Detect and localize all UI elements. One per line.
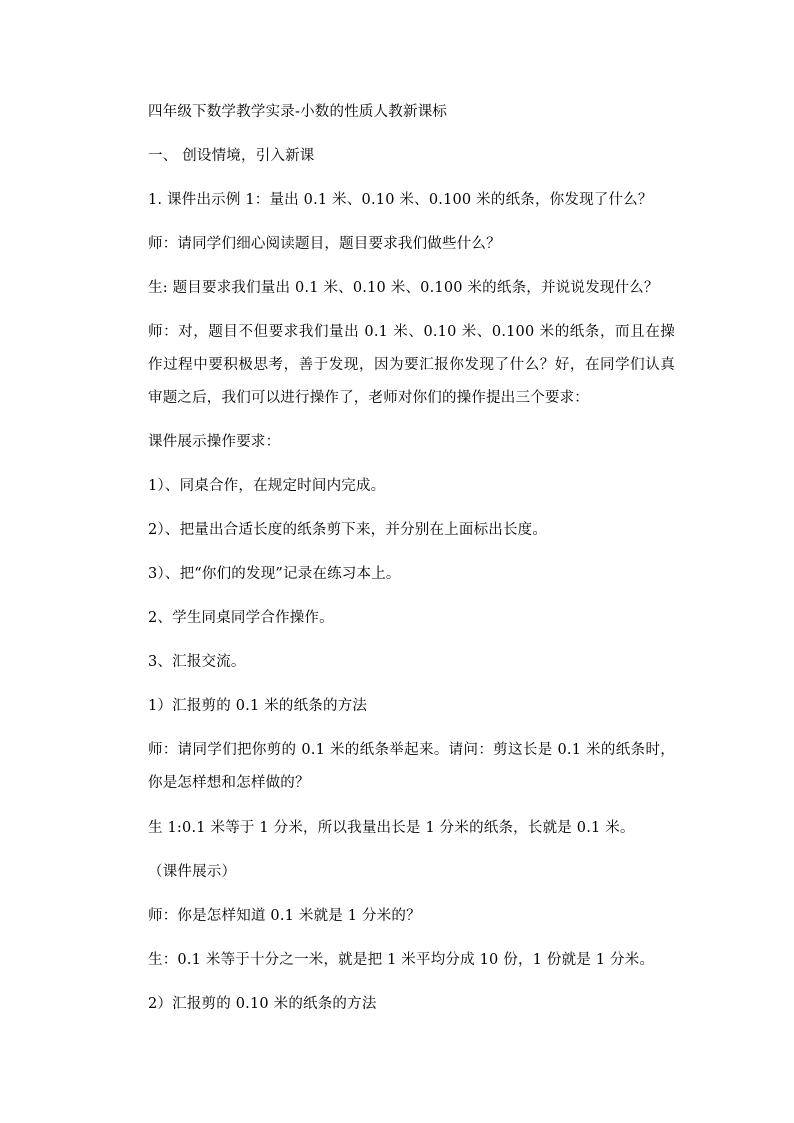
section-heading: 一、 创设情境，引入新课	[148, 148, 315, 164]
paragraph: 1. 课件出示例 1：量出 0.1 米、0.10 米、0.100 米的纸条，你发现了什么？	[148, 192, 653, 208]
paragraph-text: 师：请同学们把你剪的 0.1 米的纸条举起来。请问：剪这长是 0.1 米的纸条时，你是怎样想和怎样做的？	[148, 742, 675, 791]
list-item: 1）、同桌合作，在规定时间内完成。	[148, 478, 386, 494]
paragraph: 2、学生同桌同学合作操作。	[148, 610, 334, 626]
paragraph-multiline	[120, 734, 675, 800]
list-item: 2）、把量出合适长度的纸条剪下来，并分别在上面标出长度。	[148, 522, 548, 538]
paragraph: 3、汇报交流。	[148, 654, 246, 670]
paragraph-multiline	[120, 316, 675, 415]
paragraph-text: 师：对，题目不但要求我们量出 0.1 米、0.10 米、0.100 米的纸条，而且在操作过程中要积极思考，善于发现，因为要汇报你发现了什么？好，在同学们认真审题之后，我们可以进行操作了，老师对你们的操作提出三个要求：	[148, 324, 675, 406]
paragraph: 师：你是怎样知道 0.1 米就是 1 分米的？	[148, 908, 421, 924]
subsection-heading: 2）汇报剪的 0.10 米的纸条的方法	[148, 996, 377, 1012]
document-title: 四年级下数学教学实录-小数的性质人教新课标	[148, 104, 448, 120]
paragraph: 课件展示操作要求：	[148, 434, 281, 450]
paragraph: 生: 题目要求我们量出 0.1 米、0.10 米、0.100 米的纸条，并说说发现什么？	[148, 280, 659, 296]
subsection-heading: 1）汇报剪的 0.1 米的纸条的方法	[148, 698, 368, 714]
paragraph: 生：0.1 米等于十分之一米，就是把 1 米平均分成 10 份，1 份就是 1 分米。	[148, 952, 655, 968]
paragraph: 师：请同学们细心阅读题目，题目要求我们做些什么？	[148, 236, 501, 252]
paragraph: （课件展示）	[148, 864, 237, 880]
list-item: 3）、把“你们的发现”记录在练习本上。	[148, 566, 401, 582]
paragraph: 生 1:0.1 米等于 1 分米，所以我量出长是 1 分米的纸条，长就是 0.1 米。	[148, 820, 635, 836]
